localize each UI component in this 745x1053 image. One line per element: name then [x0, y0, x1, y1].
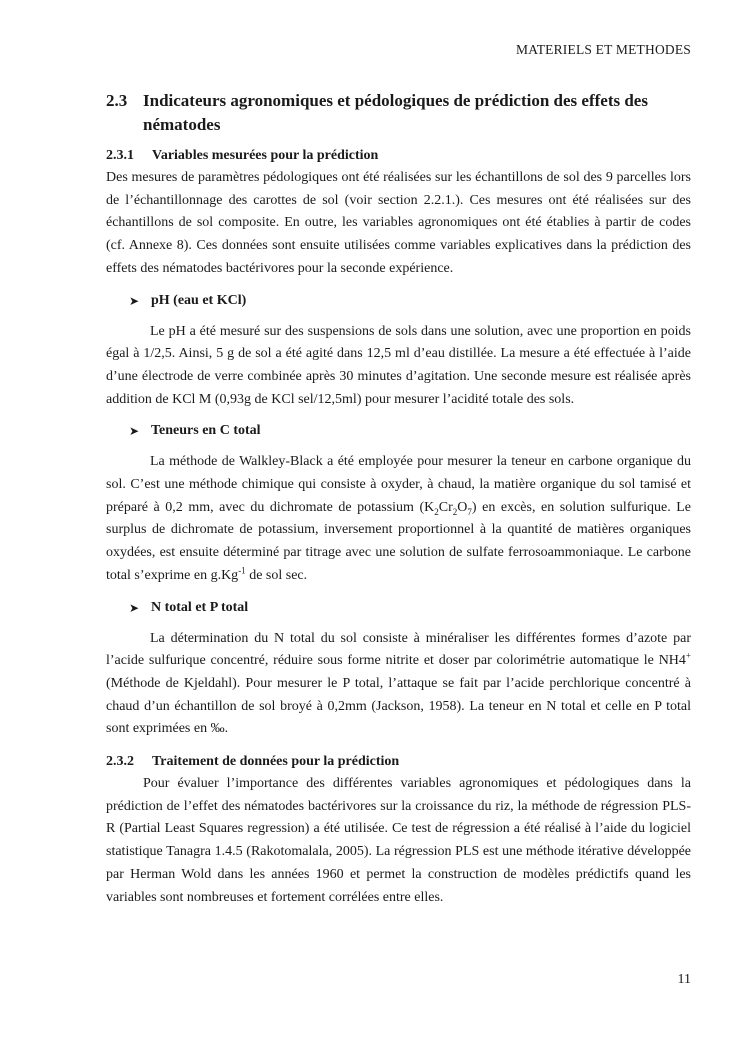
carbon-paragraph [106, 451, 691, 587]
subsection-title: Variables mesurées pour la prédiction [152, 148, 379, 163]
section-number: 2.3 [106, 91, 128, 110]
subscript: 2 [452, 506, 458, 517]
bullet-ph [129, 290, 691, 312]
carbon-text-e: de sol sec. [245, 567, 308, 583]
pls-paragraph: Pour évaluer l’importance des différentes variables agronomiques et pédologiques dans la prédiction de l’effet des nématodes bactérivores sur la croissance du riz, la méthode de régression PLS-R (Partial Least Squares regression) a été utilisée. Ce test de régression a été réalisé à l’aide du logiciel statistique Tanagra 1.4.5 (Rakotomalala, 2005). La régression PLS est une méthode itérative développée par Herman Wold dans les années 1960 et permet la construction de modèles prédictifs quand les variables sont nombreuses et fortement corrélées entre elles. [106, 776, 691, 905]
bullet-title: N total et P total [151, 599, 249, 615]
carbon-text-b: Cr [438, 499, 453, 515]
arrow-bullet-icon: ➤ [129, 424, 140, 439]
subsection-number: 2.3.1 [106, 148, 134, 163]
carbon-text-a: La méthode de Walkley-Black a été employée pour mesurer la teneur en carbone organique du sol. C’est une méthode chimique qui consiste à oxyder, à chaud, la matière organique du sol tamisé et préparé à 0,2 mm, avec du dichromate de potassium (K [106, 454, 691, 515]
carbon-text-d: ) en excès, en solution sulfurique. Le surplus de dichromate de potassium, inversement proportionnel à la quantité de matières organiques oxydées, est ensuite déterminé par titrage avec une solution de sulfate ferrosoammoniaque. Le carbone total s’exprime en g.Kg [106, 499, 691, 583]
bullet-carbon [129, 420, 691, 442]
running-header: MATERIELS ET METHODES [516, 42, 691, 57]
section-title: Indicateurs agronomiques et pédologiques de prédiction des effets des nématodes [143, 91, 648, 134]
np-text-b: (Méthode de Kjeldahl). Pour mesurer le P total, l’attaque se fait par l’acide perchlorique concentré à chaud d’un échantillon de sol broyé à 0,2mm (Jackson, 1958). La teneur en N total et celle en P total sont exprimées en ‰. [106, 675, 691, 737]
bullet-title: pH (eau et KCl) [151, 292, 247, 308]
subsection-number: 2.3.2 [106, 754, 134, 770]
subsection-heading-2-3-1 [106, 145, 691, 167]
subsection-title: Traitement de données pour la prédiction [152, 754, 400, 770]
page-number: 11 [677, 972, 691, 987]
bullet-title: Teneurs en C total [151, 423, 261, 439]
subsection-heading-2-3-2 [106, 751, 691, 773]
intro-paragraph: Des mesures de paramètres pédologiques ont été réalisées sur les échantillons de sol des 9 parcelles lors de l’échantillonnage des carottes de sol (voir section 2.2.1.). Ces mesures ont été réalisées sur des échantillons de sol composite. En outre, les variables agronomiques ont été établies à partir de codes (cf. Annexe 8). Ces données sont ensuite utilisées comme variables explicatives dans la prédiction des effets des nématodes bactérivores pour la seconde expérience. [106, 170, 691, 276]
arrow-bullet-icon: ➤ [129, 600, 140, 615]
carbon-text-c: O [457, 499, 468, 515]
np-text-a: La détermination du N total du sol consiste à minéraliser les différentes formes d’azote par l’acide sulfurique concentré, réduire sous forme nitrite et doser par colorimétrie automatique le NH4 [106, 630, 691, 669]
superscript: -1 [238, 565, 246, 576]
subscript: 7 [467, 506, 472, 517]
arrow-bullet-icon: ➤ [129, 293, 140, 308]
page-content [106, 89, 691, 909]
subscript: 2 [434, 506, 439, 517]
section-heading [106, 89, 691, 137]
bullet-np [129, 597, 691, 619]
superscript: + [685, 650, 691, 661]
np-paragraph [106, 628, 691, 742]
ph-paragraph: Le pH a été mesuré sur des suspensions de sols dans une solution, avec une proportion en poids égal à 1/2,5. Ainsi, 5 g de sol a été agité dans 12,5 ml d’eau distillée. La mesure a été effectuée à l’aide d’une électrode de verre combinée après 30 minutes d’agitation. Une seconde mesure est réalisée après addition de KCl M (0,93g de KCl sel/12,5ml) pour mesurer l’acidité totale des sols. [106, 323, 691, 407]
